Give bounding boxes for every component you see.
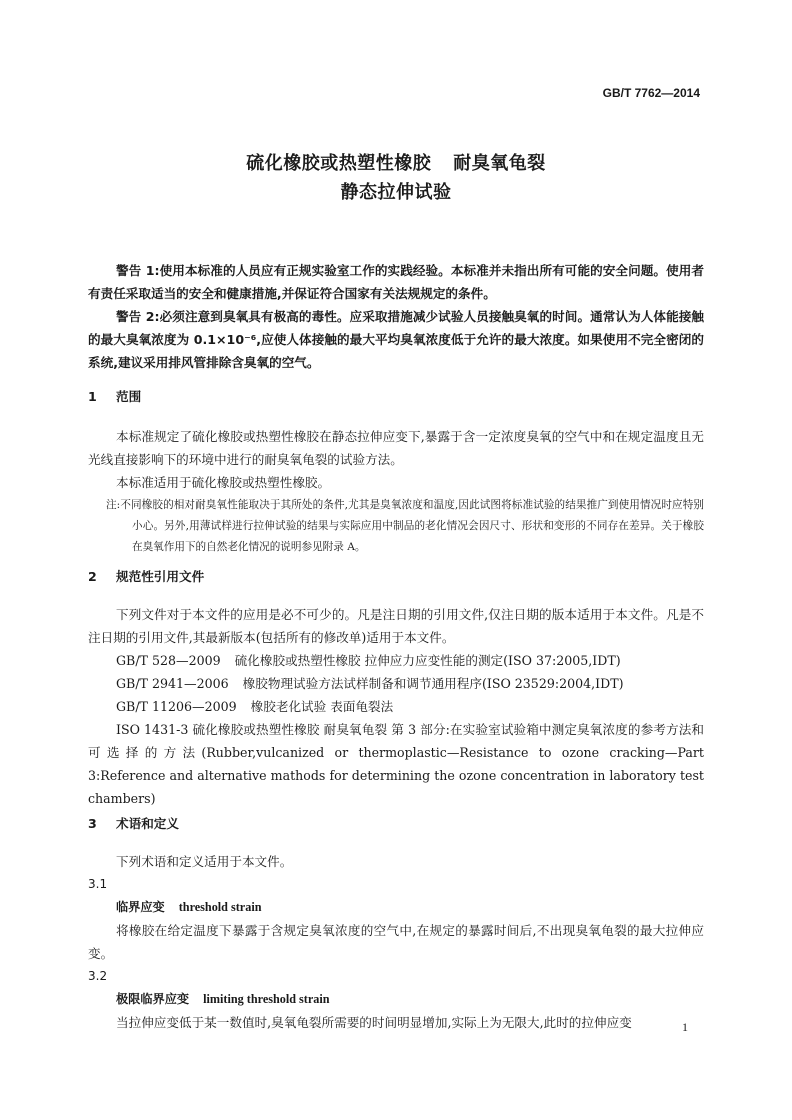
section-1-number: 1 bbox=[88, 389, 97, 404]
title-part-1: 硫化橡胶或热塑性橡胶 bbox=[246, 153, 432, 174]
reference-1-title: 硫化橡胶或热塑性橡胶 拉伸应力应变性能的测定(ISO 37:2005,IDT) bbox=[234, 653, 621, 668]
warnings-block bbox=[88, 259, 704, 374]
title-line-2: 静态拉伸试验 bbox=[340, 182, 452, 203]
section-2-body bbox=[88, 603, 704, 810]
reference-iso: ISO 1431-3 硫化橡胶或热塑性橡胶 耐臭氧龟裂 第 3 部分:在实验室试验箱中测定臭氧浓度的参考方法和可选择的方法(Rubber,vulcanized or thermoplastic—Resistance to ozone cracking—Part 3:Reference and alternative mathods for determining the ozone concentration in laboratory test chambers) bbox=[88, 722, 704, 806]
section-3-title: 术语和定义 bbox=[116, 816, 179, 831]
section-3-intro: 下列术语和定义适用于本文件。 bbox=[116, 854, 293, 869]
warning-1: 警告 1:使用本标准的人员应有正规实验室工作的实践经验。本标准并未指出所有可能的安全问题。使用者有责任采取适当的安全和健康措施,并保证符合国家有关法规规定的条件。 bbox=[88, 263, 704, 301]
section-1-para-1: 本标准规定了硫化橡胶或热塑性橡胶在静态拉伸应变下,暴露于含一定浓度臭氧的空气中和在规定温度且无光线直接影响下的环境中进行的耐臭氧龟裂的试验方法。 bbox=[88, 429, 704, 467]
term-1-definition: 将橡胶在给定温度下暴露于含规定臭氧浓度的空气中,在规定的暴露时间后,不出现臭氧龟裂的最大拉伸应变。 bbox=[88, 923, 704, 961]
reference-3-code: GB/T 11206—2009 bbox=[116, 699, 237, 714]
section-1-para-2: 本标准适用于硫化橡胶或热塑性橡胶。 bbox=[116, 475, 331, 490]
term-2-en: limiting threshold strain bbox=[203, 992, 330, 1006]
reference-2 bbox=[88, 672, 704, 695]
reference-3 bbox=[88, 695, 704, 718]
section-2-heading bbox=[88, 566, 204, 585]
term-2-number: 3.2 bbox=[88, 969, 108, 983]
standard-code: GB/T 7762—2014 bbox=[602, 86, 700, 100]
reference-2-title: 橡胶物理试验方法试样制备和调节通用程序(ISO 23529:2004,IDT) bbox=[242, 676, 624, 691]
section-1-title: 范围 bbox=[116, 389, 142, 404]
section-2-title: 规范性引用文件 bbox=[116, 569, 205, 584]
section-2-intro: 下列文件对于本文件的应用是必不可少的。凡是注日期的引用文件,仅注日期的版本适用于本文件。凡是不注日期的引用文件,其最新版本(包括所有的修改单)适用于本文件。 bbox=[88, 607, 704, 645]
section-1-heading bbox=[88, 386, 141, 405]
term-2-heading bbox=[88, 988, 704, 1011]
section-1-body bbox=[88, 425, 704, 558]
term-1-en: threshold strain bbox=[178, 900, 262, 914]
reference-1 bbox=[88, 649, 704, 672]
section-3-number: 3 bbox=[88, 816, 97, 831]
term-2-definition: 当拉伸应变低于某一数值时,臭氧龟裂所需要的时间明显增加,实际上为无限大,此时的拉伸应变 bbox=[116, 1015, 632, 1030]
term-1-zh: 临界应变 bbox=[116, 900, 165, 914]
section-2-number: 2 bbox=[88, 569, 97, 584]
term-2-zh: 极限临界应变 bbox=[116, 992, 190, 1006]
section-3-heading bbox=[88, 813, 179, 832]
title-line-1 bbox=[0, 149, 792, 175]
warning-2: 警告 2:必须注意到臭氧具有极高的毒性。应采取措施减少试验人员接触臭氧的时间。通常认为人体能接触的最大臭氧浓度为 0.1×10⁻⁶,应使人体接触的最大平均臭氧浓度低于允许的最大浓度。如果使用不完全密闭的系统,建议采用排风管排除含臭氧的空气。 bbox=[88, 309, 704, 370]
section-1-note: 注:不同橡胶的相对耐臭氧性能取决于其所处的条件,尤其是臭氧浓度和温度,因此试图将标准试验的结果推广到使用情况时应特别小心。另外,用薄试样进行拉伸试验的结果与实际应用中制品的老化情况会因尺寸、形状和变形的不同存在差异。关于橡胶在臭氧作用下的自然老化情况的说明参见附录 A。 bbox=[106, 499, 704, 553]
page-number: 1 bbox=[682, 1020, 688, 1034]
title-part-2: 耐臭氧龟裂 bbox=[453, 153, 546, 174]
reference-2-code: GB/T 2941—2006 bbox=[116, 676, 229, 691]
section-3-body bbox=[88, 850, 704, 1034]
term-1-heading bbox=[88, 896, 704, 919]
reference-3-title: 橡胶老化试验 表面龟裂法 bbox=[250, 699, 394, 714]
term-1-number: 3.1 bbox=[88, 877, 108, 891]
reference-1-code: GB/T 528—2009 bbox=[116, 653, 221, 668]
